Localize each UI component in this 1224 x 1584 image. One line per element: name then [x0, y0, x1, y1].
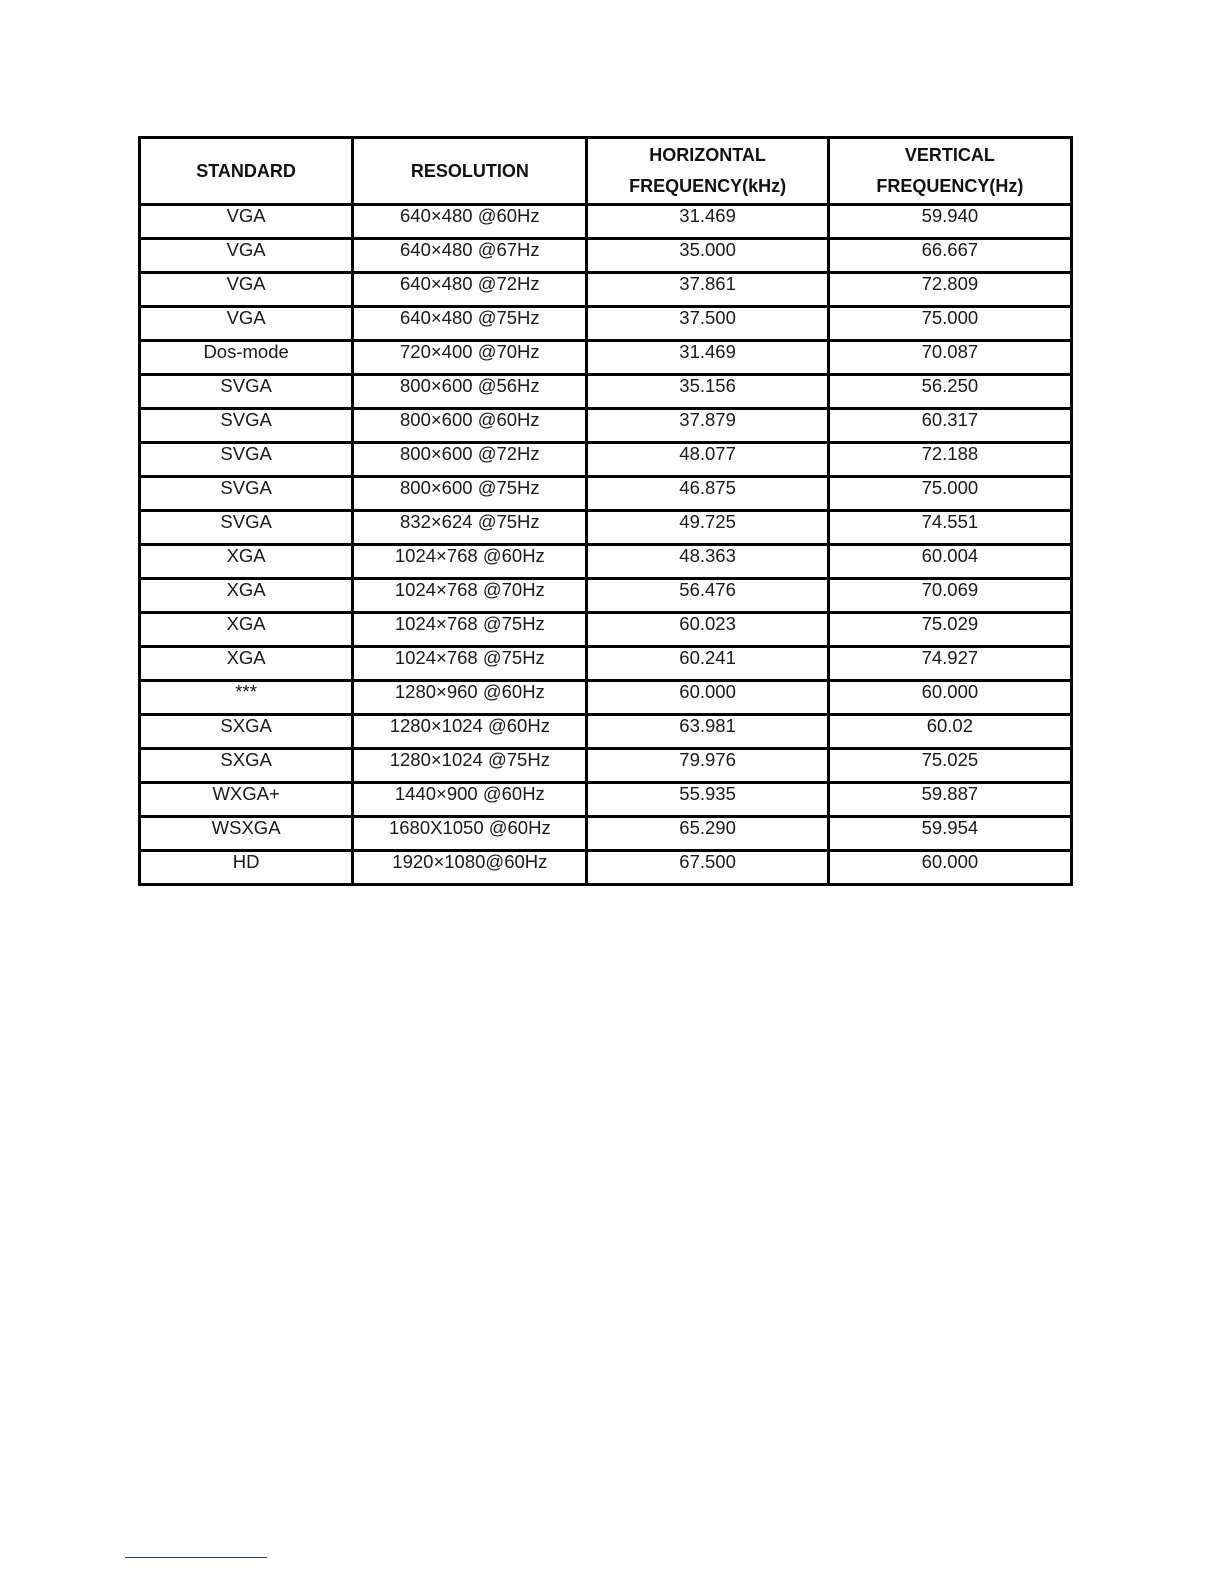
- header-horizontal-line2: FREQUENCY(kHz): [629, 176, 787, 196]
- table-row: [140, 545, 1072, 579]
- cell-resolution: 640×480 @75Hz: [353, 307, 587, 341]
- cell-vertical-frequency: 70.069: [828, 579, 1071, 613]
- table-row: [140, 851, 1072, 885]
- table-row: [140, 477, 1072, 511]
- cell-standard: SVGA: [140, 443, 353, 477]
- cell-standard: XGA: [140, 579, 353, 613]
- cell-standard: VGA: [140, 239, 353, 273]
- cell-resolution: 800×600 @56Hz: [353, 375, 587, 409]
- cell-vertical-frequency: 66.667: [828, 239, 1071, 273]
- cell-resolution: 1280×1024 @75Hz: [353, 749, 587, 783]
- cell-standard: ***: [140, 681, 353, 715]
- cell-standard: VGA: [140, 307, 353, 341]
- cell-resolution: 832×624 @75Hz: [353, 511, 587, 545]
- header-vertical-line2: FREQUENCY(Hz): [876, 176, 1024, 196]
- header-horizontal-line1: HORIZONTAL: [649, 145, 766, 165]
- cell-resolution: 720×400 @70Hz: [353, 341, 587, 375]
- display-timing-table: [138, 136, 1073, 886]
- header-horizontal-frequency: [587, 138, 828, 205]
- cell-horizontal-frequency: 35.000: [587, 239, 828, 273]
- cell-standard: XGA: [140, 545, 353, 579]
- cell-resolution: 1024×768 @75Hz: [353, 647, 587, 681]
- cell-standard: VGA: [140, 205, 353, 239]
- cell-resolution: 1680X1050 @60Hz: [353, 817, 587, 851]
- cell-vertical-frequency: 72.809: [828, 273, 1071, 307]
- header-resolution-label: RESOLUTION: [410, 160, 529, 181]
- cell-vertical-frequency: 75.025: [828, 749, 1071, 783]
- cell-standard: XGA: [140, 647, 353, 681]
- cell-standard: VGA: [140, 273, 353, 307]
- table-row: [140, 511, 1072, 545]
- table-row: [140, 341, 1072, 375]
- cell-standard: Dos-mode: [140, 341, 353, 375]
- header-row: [140, 138, 1072, 205]
- header-vertical-frequency: [828, 138, 1071, 205]
- table-row: [140, 205, 1072, 239]
- table-row: [140, 647, 1072, 681]
- cell-horizontal-frequency: 67.500: [587, 851, 828, 885]
- cell-vertical-frequency: 75.000: [828, 477, 1071, 511]
- cell-standard: SVGA: [140, 511, 353, 545]
- cell-standard: XGA: [140, 613, 353, 647]
- cell-standard: SXGA: [140, 749, 353, 783]
- cell-resolution: 800×600 @75Hz: [353, 477, 587, 511]
- cell-resolution: 1440×900 @60Hz: [353, 783, 587, 817]
- cell-horizontal-frequency: 63.981: [587, 715, 828, 749]
- cell-resolution: 640×480 @72Hz: [353, 273, 587, 307]
- cell-resolution: 800×600 @60Hz: [353, 409, 587, 443]
- table-row: [140, 817, 1072, 851]
- cell-resolution: 800×600 @72Hz: [353, 443, 587, 477]
- cell-standard: WXGA+: [140, 783, 353, 817]
- cell-vertical-frequency: 59.954: [828, 817, 1071, 851]
- cell-standard: SXGA: [140, 715, 353, 749]
- cell-vertical-frequency: 75.000: [828, 307, 1071, 341]
- cell-standard: WSXGA: [140, 817, 353, 851]
- table-row: [140, 239, 1072, 273]
- cell-horizontal-frequency: 60.023: [587, 613, 828, 647]
- header-resolution: [353, 138, 587, 205]
- cell-resolution: 1280×1024 @60Hz: [353, 715, 587, 749]
- cell-resolution: 1024×768 @70Hz: [353, 579, 587, 613]
- cell-standard: SVGA: [140, 477, 353, 511]
- table-header: [140, 138, 1072, 205]
- cell-horizontal-frequency: 37.879: [587, 409, 828, 443]
- cell-horizontal-frequency: 56.476: [587, 579, 828, 613]
- cell-horizontal-frequency: 60.241: [587, 647, 828, 681]
- cell-resolution: 1920×1080@60Hz: [353, 851, 587, 885]
- table-row: [140, 409, 1072, 443]
- table-row: [140, 307, 1072, 341]
- table-row: [140, 579, 1072, 613]
- cell-horizontal-frequency: 79.976: [587, 749, 828, 783]
- cell-resolution: 640×480 @60Hz: [353, 205, 587, 239]
- cell-horizontal-frequency: 49.725: [587, 511, 828, 545]
- cell-vertical-frequency: 59.940: [828, 205, 1071, 239]
- table-row: [140, 783, 1072, 817]
- table-body: [140, 205, 1072, 885]
- cell-resolution: 1024×768 @60Hz: [353, 545, 587, 579]
- cell-vertical-frequency: 59.887: [828, 783, 1071, 817]
- header-standard-label: STANDARD: [196, 160, 296, 181]
- cell-horizontal-frequency: 60.000: [587, 681, 828, 715]
- cell-vertical-frequency: 70.087: [828, 341, 1071, 375]
- header-vertical-line1: VERTICAL: [904, 145, 995, 165]
- cell-standard: SVGA: [140, 409, 353, 443]
- cell-horizontal-frequency: 46.875: [587, 477, 828, 511]
- footer-rule: [125, 1557, 267, 1558]
- header-standard: [140, 138, 353, 205]
- cell-standard: SVGA: [140, 375, 353, 409]
- cell-horizontal-frequency: 48.077: [587, 443, 828, 477]
- cell-vertical-frequency: 74.927: [828, 647, 1071, 681]
- cell-horizontal-frequency: 31.469: [587, 205, 828, 239]
- cell-resolution: 1280×960 @60Hz: [353, 681, 587, 715]
- cell-vertical-frequency: 60.317: [828, 409, 1071, 443]
- table-row: [140, 273, 1072, 307]
- cell-vertical-frequency: 72.188: [828, 443, 1071, 477]
- cell-vertical-frequency: 60.000: [828, 681, 1071, 715]
- table-row: [140, 715, 1072, 749]
- table-row: [140, 681, 1072, 715]
- table-row: [140, 375, 1072, 409]
- cell-horizontal-frequency: 35.156: [587, 375, 828, 409]
- cell-horizontal-frequency: 48.363: [587, 545, 828, 579]
- cell-resolution: 1024×768 @75Hz: [353, 613, 587, 647]
- cell-vertical-frequency: 60.000: [828, 851, 1071, 885]
- table-row: [140, 749, 1072, 783]
- cell-horizontal-frequency: 65.290: [587, 817, 828, 851]
- cell-vertical-frequency: 74.551: [828, 511, 1071, 545]
- cell-horizontal-frequency: 37.861: [587, 273, 828, 307]
- cell-vertical-frequency: 60.004: [828, 545, 1071, 579]
- cell-horizontal-frequency: 37.500: [587, 307, 828, 341]
- cell-resolution: 640×480 @67Hz: [353, 239, 587, 273]
- table-row: [140, 613, 1072, 647]
- cell-standard: HD: [140, 851, 353, 885]
- cell-vertical-frequency: 60.02: [828, 715, 1071, 749]
- cell-horizontal-frequency: 31.469: [587, 341, 828, 375]
- cell-horizontal-frequency: 55.935: [587, 783, 828, 817]
- cell-vertical-frequency: 75.029: [828, 613, 1071, 647]
- table-row: [140, 443, 1072, 477]
- cell-vertical-frequency: 56.250: [828, 375, 1071, 409]
